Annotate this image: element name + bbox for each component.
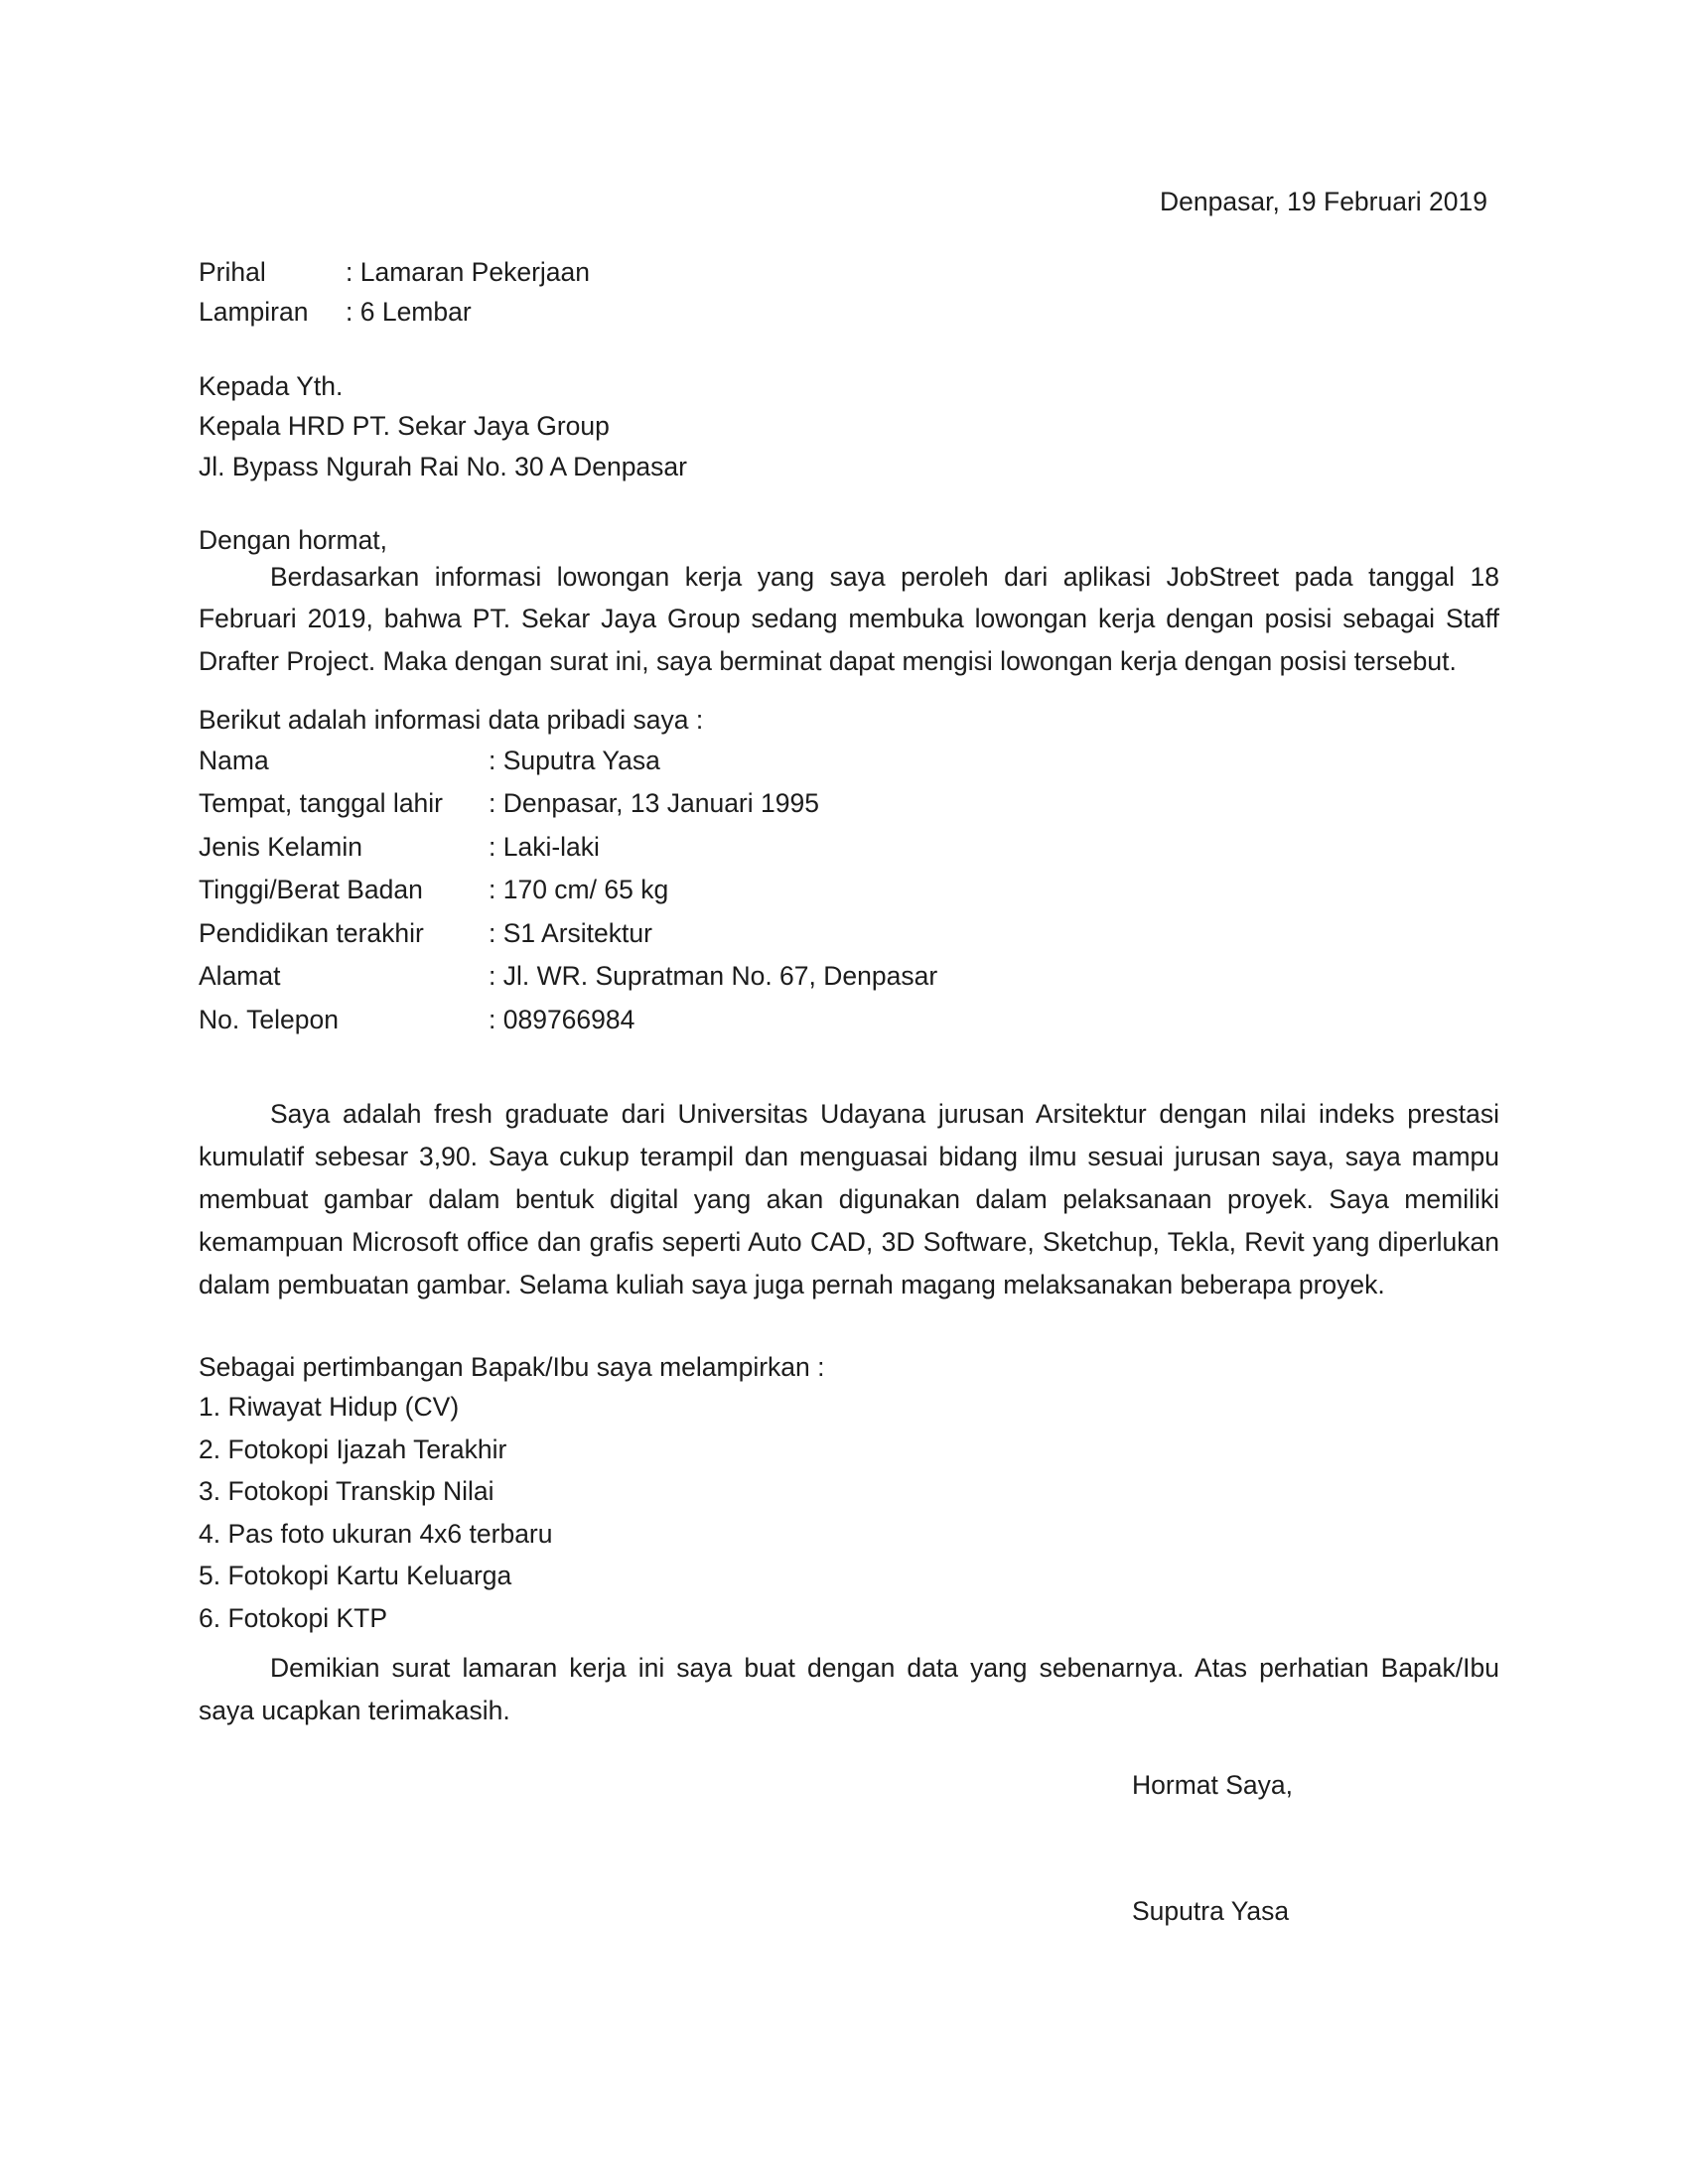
recipient-line-address: Jl. Bypass Ngurah Rai No. 30 A Denpasar: [199, 451, 687, 481]
attachment-item-2: 2. Fotokopi Ijazah Terakhir: [199, 1433, 507, 1464]
data-label-pendidikan-terakhir: Pendidikan terakhir: [199, 917, 424, 948]
data-label-alamat: Alamat: [199, 961, 281, 992]
recipient-block: [199, 370, 1499, 481]
attachments-list: [199, 1394, 1499, 1631]
data-row-tempat-tanggal-lahir: [199, 790, 1499, 817]
data-row-no-telepon: [199, 1004, 1499, 1034]
attachment-item-6: 6. Fotokopi KTP: [199, 1602, 388, 1633]
qualification-paragraph: Saya adalah fresh graduate dari Universitas Udayana jurusan Arsitektur dengan nilai indeks prestasi kumulatif sebesar 3,90. Saya cukup terampil dan menguasai bidang ilmu sesuai jurusan saya, saya mampu membuat gambar dalam bentuk digital yang akan digunakan dalam pelaksanaan proyek. Saya memiliki kemampuan Microsoft office dan grafis seperti Auto CAD, 3D Software, Sketchup, Tekla, Revit yang diperlukan dalam pembuatan gambar. Selama kuliah saya juga pernah magang melaksanakan beberapa proyek.: [199, 1099, 1499, 1299]
spacer-before-attachments: [199, 1328, 1499, 1354]
data-value-tinggi-berat-badan: : 170 cm/ 65 kg: [489, 875, 669, 905]
spacer-before-qualification: [199, 1049, 1499, 1093]
data-row-pendidikan-terakhir: [199, 917, 1499, 948]
attachment-item-4: 4. Pas foto ukuran 4x6 terbaru: [199, 1518, 553, 1549]
signature-salutation: Hormat Saya,: [1132, 1770, 1294, 1801]
data-label-tempat-tanggal-lahir: Tempat, tanggal lahir: [199, 788, 444, 819]
data-value-nama: : Suputra Yasa: [489, 745, 660, 775]
date-line: Denpasar, 19 Februari 2019: [1160, 187, 1487, 216]
data-row-jenis-kelamin: [199, 831, 1499, 862]
signature-block: [199, 1772, 1499, 1924]
attachments-intro: Sebagai pertimbangan Bapak/Ibu saya melampirkan :: [199, 1351, 825, 1382]
letter-meta-block: [199, 256, 1499, 327]
personal-data-intro: Berikut adalah informasi data pribadi saya :: [199, 705, 704, 736]
recipient-line-salutation: Kepada Yth.: [199, 370, 344, 401]
data-label-no-telepon: No. Telepon: [199, 1004, 339, 1034]
meta-value-subject: : Lamaran Pekerjaan: [346, 256, 591, 287]
meta-row-subject: [199, 256, 1499, 287]
data-label-nama: Nama: [199, 745, 269, 775]
attachment-item-5: 5. Fotokopi Kartu Keluarga: [199, 1561, 512, 1591]
data-value-pendidikan-terakhir: : S1 Arsitektur: [489, 917, 652, 948]
recipient-line-company: Kepala HRD PT. Sekar Jaya Group: [199, 411, 610, 441]
signature-name: Suputra Yasa: [1132, 1895, 1290, 1926]
salutation: Dengan hormat,: [199, 525, 388, 555]
attachment-item-3: 3. Fotokopi Transkip Nilai: [199, 1476, 494, 1507]
data-value-alamat: : Jl. WR. Supratman No. 67, Denpasar: [489, 961, 938, 992]
data-value-tempat-tanggal-lahir: : Denpasar, 13 Januari 1995: [489, 788, 819, 819]
attachment-item-1: 1. Riwayat Hidup (CV): [199, 1392, 460, 1423]
personal-data-table: [199, 745, 1499, 1034]
meta-label-subject: Prihal: [199, 256, 266, 287]
meta-value-attachment: : 6 Lembar: [346, 297, 472, 327]
closing-paragraph: Demikian surat lamaran kerja ini saya buat dengan data yang sebenarnya. Atas perhatian Bapak/Ibu saya ucapkan terimakasih.: [199, 1653, 1499, 1726]
data-value-jenis-kelamin: : Laki-laki: [489, 831, 600, 862]
data-row-tinggi-berat-badan: [199, 877, 1499, 903]
data-value-no-telepon: : 089766984: [489, 1004, 635, 1034]
data-row-nama: [199, 745, 1499, 775]
meta-label-attachment: Lampiran: [199, 297, 309, 327]
data-label-jenis-kelamin: Jenis Kelamin: [199, 831, 362, 862]
data-label-tinggi-berat-badan: Tinggi/Berat Badan: [199, 875, 423, 905]
meta-row-attachment: [199, 299, 1499, 326]
opening-paragraph: Berdasarkan informasi lowongan kerja yang saya peroleh dari aplikasi JobStreet pada tanggal 18 Februari 2019, bahwa PT. Sekar Jaya Group sedang membuka lowongan kerja dengan posisi sebagai Staff Drafter Project. Maka dengan surat ini, saya berminat dapat mengisi lowongan kerja dengan posisi tersebut.: [199, 561, 1499, 677]
data-row-alamat: [199, 963, 1499, 990]
letter-body: [199, 189, 1499, 1924]
